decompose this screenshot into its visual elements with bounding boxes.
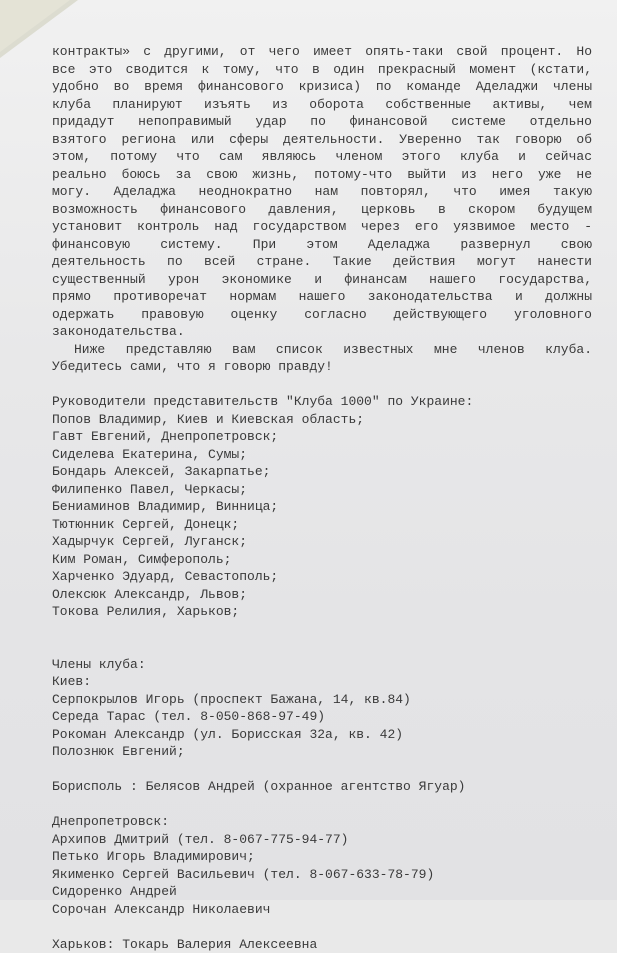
- text-line: придадут непоправимый удар по финансовой системе отдельно: [52, 113, 592, 131]
- text-line: удобно во время финансового кризиса) по команде Аделаджи члены: [52, 78, 592, 96]
- list-item: Харченко Эдуард, Севастополь;: [52, 568, 592, 586]
- city-heading: Киев:: [52, 673, 592, 691]
- list-item: Хадырчук Сергей, Луганск;: [52, 533, 592, 551]
- paragraph-2: [52, 341, 592, 376]
- text-line: финансовую систему. При этом Аделаджа развернул свою: [52, 236, 592, 254]
- document-body: [52, 43, 592, 953]
- list-item: Сидоренко Андрей: [52, 883, 592, 901]
- list-item: Попов Владимир, Киев и Киевская область;: [52, 411, 592, 429]
- list-item: Филипенко Павел, Черкасы;: [52, 481, 592, 499]
- list-item: Сорочан Александр Николаевич: [52, 901, 592, 919]
- text-line: клуба планируют изъять из оборота собственные активы, чем: [52, 96, 592, 114]
- text-line: этом, потому что сам являюсь членом этого клуба и сейчас: [52, 148, 592, 166]
- list-item: Архипов Дмитрий (тел. 8-067-775-94-77): [52, 831, 592, 849]
- list-item: Гавт Евгений, Днепропетровск;: [52, 428, 592, 446]
- text-line: возможность финансового давления, церковь в скором будущем: [52, 201, 592, 219]
- leaders-section: [52, 393, 592, 621]
- members-section: [52, 656, 592, 953]
- text-line: установит контроль над государством через его уязвимое место -: [52, 218, 592, 236]
- text-line: одержать правовую оценку согласно действующего уголовного: [52, 306, 592, 324]
- list-item: Серпокрылов Игорь (проспект Бажана, 14, кв.84): [52, 691, 592, 709]
- section-heading: Руководители представительств "Клуба 1000" по Украине:: [52, 393, 592, 411]
- text-line: могу. Аделаджа неоднократно нам повторял, что имея такую: [52, 183, 592, 201]
- list-item: Бондарь Алексей, Закарпатье;: [52, 463, 592, 481]
- text-line: существенный урон экономике и финансам нашего государства,: [52, 271, 592, 289]
- list-item: Рокоман Александр (ул. Борисская 32а, кв. 42): [52, 726, 592, 744]
- text-line: прямо противоречат нормам нашего законодательства и должны: [52, 288, 592, 306]
- city-heading: Днепропетровск:: [52, 813, 592, 831]
- list-item: Петько Игорь Владимирович;: [52, 848, 592, 866]
- list-item: Олексюк Александр, Львов;: [52, 586, 592, 604]
- list-item: Полознюк Евгений;: [52, 743, 592, 761]
- text-line: реально боюсь за свою жизнь, потому-что выйти из него уже не: [52, 166, 592, 184]
- list-item: Якименко Сергей Васильевич (тел. 8-067-633-78-79): [52, 866, 592, 884]
- text-line: Ниже представляю вам список известных мне членов клуба.: [52, 341, 592, 359]
- text-line: взятого региона или сферы деятельности. Уверенно так говорю об: [52, 131, 592, 149]
- section-heading: Члены клуба:: [52, 656, 592, 674]
- text-line: контракты» с другими, от чего имеет опять-таки свой процент. Но: [52, 43, 592, 61]
- text-line: деятельность по всей стране. Такие действия могут нанести: [52, 253, 592, 271]
- list-item: Харьков: Токарь Валерия Алексеевна: [52, 936, 592, 953]
- text-line: законодательства.: [52, 323, 592, 341]
- list-item: Борисполь : Белясов Андрей (охранное агентство Ягуар): [52, 778, 592, 796]
- list-item: Токова Релилия, Харьков;: [52, 603, 592, 621]
- list-item: Середа Тарас (тел. 8-050-868-97-49): [52, 708, 592, 726]
- list-item: Тютюнник Сергей, Донецк;: [52, 516, 592, 534]
- paragraph-1: [52, 43, 592, 341]
- list-item: Сиделева Екатерина, Сумы;: [52, 446, 592, 464]
- list-item: Бениаминов Владимир, Винница;: [52, 498, 592, 516]
- list-item: Ким Роман, Симферополь;: [52, 551, 592, 569]
- text-line: Убедитесь сами, что я говорю правду!: [52, 358, 592, 376]
- text-line: все это сводится к тому, что в один прекрасный момент (кстати,: [52, 61, 592, 79]
